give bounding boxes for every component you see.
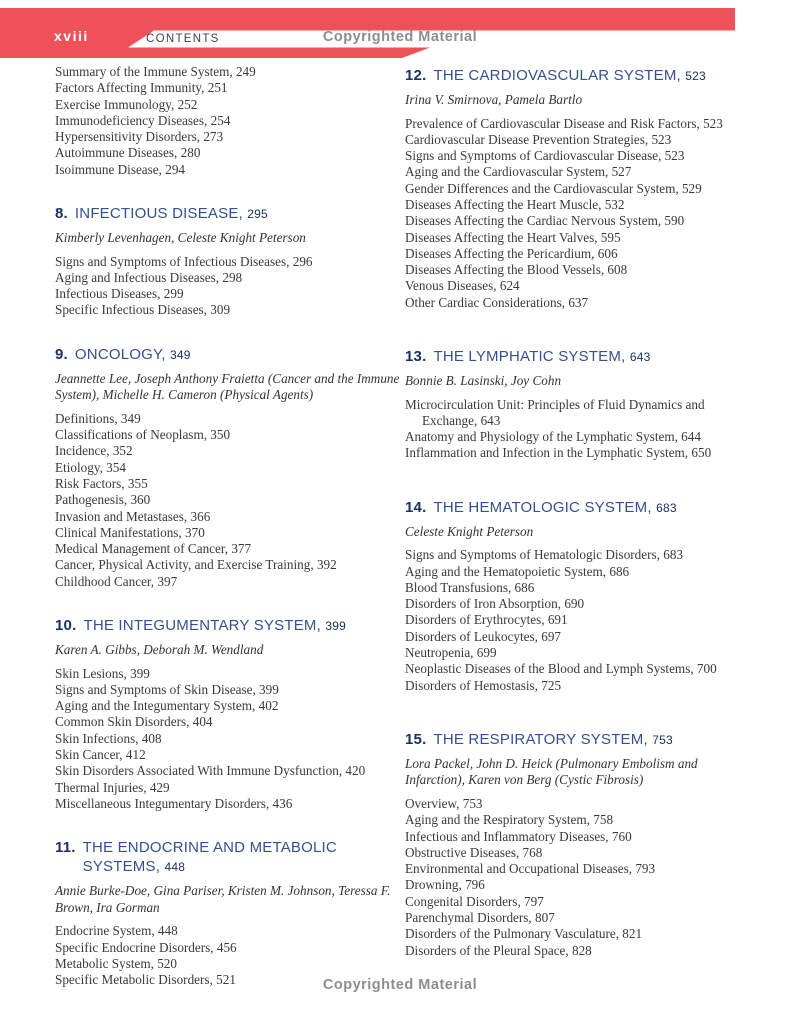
chapter-block: [405, 498, 746, 694]
chapter-block: [55, 204, 402, 319]
chapter-title: THE HEMATOLOGIC SYSTEM,: [433, 498, 652, 516]
chapter-authors: Irina V. Smirnova, Pamela Bartlo: [405, 92, 583, 107]
toc-entry: Anatomy and Physiology of the Lymphatic System, 644: [405, 429, 701, 445]
chapter-authors: Karen A. Gibbs, Deborah M. Wendland: [55, 642, 264, 658]
toc-entry: Signs and Symptoms of Skin Disease, 399: [55, 681, 279, 697]
toc-column-right: [405, 64, 746, 959]
toc-entry: Gender Differences and the Cardiovascular System, 529: [405, 180, 702, 196]
toc-entry: Cancer, Physical Activity, and Exercise Training, 392: [55, 557, 337, 573]
continued-entries-block: [55, 64, 402, 178]
chapter-number: 12.: [405, 67, 427, 84]
toc-entry: Congenital Disorders, 797: [405, 893, 544, 909]
copyright-watermark-top: Copyrighted Material: [322, 29, 478, 45]
chapter-page-number: 349: [170, 347, 191, 362]
chapter-heading: [55, 616, 402, 636]
toc-entry: Diseases Affecting the Pericardium, 606: [405, 245, 618, 261]
toc-entry: Prevalence of Cardiovascular Disease and Risk Factors, 523: [405, 115, 723, 131]
toc-entry: Definitions, 349: [55, 410, 141, 426]
toc-entry: Diseases Affecting the Heart Valves, 595: [405, 229, 621, 245]
chapter-page-number: 399: [325, 619, 346, 634]
toc-entry: Invasion and Metastases, 366: [55, 508, 211, 524]
toc-entry: Aging and the Respiratory System, 758: [405, 812, 614, 828]
chapter-number: 14.: [405, 498, 427, 516]
toc-entry: Diseases Affecting the Blood Vessels, 608: [405, 262, 628, 278]
toc-entry: Environmental and Occupational Diseases, 793: [405, 861, 656, 877]
toc-entry: Venous Diseases, 624: [405, 278, 520, 294]
toc-entry: Risk Factors, 355: [55, 475, 148, 491]
chapter-page-number: 448: [164, 860, 186, 875]
toc-entry: Exercise Immunology, 252: [55, 96, 198, 112]
chapter-block: [405, 347, 746, 462]
toc-entry: Inflammation and Infection in the Lymphatic System, 650: [405, 445, 712, 461]
toc-entry: Other Cardiac Considerations, 637: [405, 294, 589, 310]
toc-entry: Signs and Symptoms of Infectious Diseases, 296: [55, 253, 313, 269]
chapter-number: 10.: [55, 617, 77, 635]
toc-entry: Microcirculation Unit: Principles of Fluid Dynamics and Exchange, 643: [405, 396, 705, 428]
chapter-block: [55, 345, 402, 590]
chapter-heading: [405, 66, 746, 86]
toc-entry: Isoimmune Disease, 294: [55, 161, 186, 177]
toc-entry: Endocrine System, 448: [55, 923, 178, 939]
toc-entry: Disorders of Leukocytes, 697: [405, 628, 562, 644]
chapter-authors: Jeannette Lee, Joseph Anthony Fraietta (Cancer and the Immune System), Michelle H. Cameron (Physical Agents): [55, 370, 400, 403]
toc-entry: Autoimmune Diseases, 280: [55, 145, 201, 161]
toc-entry: Neutropenia, 699: [405, 645, 497, 661]
toc-entry: Drowning, 796: [405, 877, 485, 893]
chapter-number: 11.: [55, 839, 76, 857]
toc-entry: Parenchymal Disorders, 807: [405, 910, 555, 925]
chapter-title: ONCOLOGY,: [74, 345, 166, 363]
toc-entry: Specific Endocrine Disorders, 456: [55, 939, 237, 955]
toc-entry: Aging and Infectious Diseases, 298: [55, 269, 243, 285]
toc-entry: Diseases Affecting the Heart Muscle, 532: [405, 196, 625, 212]
toc-entry: Skin Lesions, 399: [55, 665, 150, 681]
chapter-block: [405, 66, 746, 311]
toc-entry: Miscellaneous Integumentary Disorders, 436: [55, 795, 293, 811]
chapter-title: THE CARDIOVASCULAR SYSTEM,: [433, 67, 681, 84]
chapter-block: [55, 838, 402, 988]
toc-entry: Childhood Cancer, 397: [55, 573, 178, 589]
toc-entry: Skin Infections, 408: [55, 730, 162, 746]
toc-entry-list: [405, 547, 746, 694]
toc-entry: Cardiovascular Disease Prevention Strategies, 523: [405, 131, 672, 147]
chapter-number: 15.: [405, 730, 427, 748]
toc-entry: Infectious Diseases, 299: [55, 286, 184, 302]
chapter-authors: Lora Packel, John D. Heick (Pulmonary Embolism and Infarction), Karen von Berg (Cystic Fibrosis): [405, 755, 698, 788]
toc-entry: Aging and the Integumentary System, 402: [55, 698, 279, 714]
toc-column-left: [55, 64, 402, 988]
toc-entry-list: [405, 796, 746, 959]
chapter-page-number: 643: [629, 350, 651, 365]
toc-entry: Aging and the Hematopoietic System, 686: [405, 563, 630, 579]
chapter-title: THE ENDOCRINE AND METABOLIC SYSTEMS,: [82, 839, 337, 876]
toc-entry: Specific Infectious Diseases, 309: [55, 302, 231, 318]
toc-entry: Hypersensitivity Disorders, 273: [55, 129, 224, 145]
toc-entry: Pathogenesis, 360: [55, 492, 151, 508]
toc-entry-list: [55, 64, 402, 178]
toc-entry-list: [55, 411, 402, 590]
toc-entry: Specific Metabolic Disorders, 521: [55, 972, 236, 988]
toc-entry: Disorders of Erythrocytes, 691: [405, 612, 568, 628]
toc-entry: Common Skin Disorders, 404: [55, 714, 213, 730]
page-number: xviii: [54, 28, 89, 44]
toc-entry-list: [405, 116, 746, 312]
chapter-heading: [55, 204, 402, 224]
chapter-authors: Bonnie B. Lasinski, Joy Cohn: [405, 373, 562, 389]
toc-entry: Skin Cancer, 412: [55, 747, 146, 763]
toc-entry: Clinical Manifestations, 370: [55, 524, 205, 540]
toc-entry: Incidence, 352: [55, 443, 133, 459]
chapter-heading: [405, 347, 746, 367]
chapter-authors: Kimberly Levenhagen, Celeste Knight Peterson: [55, 230, 306, 246]
chapter-authors: Celeste Knight Peterson: [405, 523, 534, 539]
chapter-number: 9.: [55, 345, 68, 363]
toc-entry-list: [55, 666, 402, 813]
chapter-authors: Annie Burke-Doe, Gina Pariser, Kristen M. Johnson, Teressa F. Brown, Ira Gorman: [55, 883, 391, 915]
chapter-page-number: 683: [656, 500, 677, 515]
toc-entry: Blood Transfusions, 686: [405, 579, 535, 595]
chapter-heading: [405, 498, 746, 518]
toc-entry-list: [55, 254, 402, 319]
toc-entry: Skin Disorders Associated With Immune Dysfunction, 420: [55, 763, 366, 779]
chapter-number: 13.: [405, 348, 427, 366]
chapter-title: THE INTEGUMENTARY SYSTEM,: [83, 617, 321, 635]
copyright-watermark-bottom: Copyrighted Material: [322, 977, 478, 993]
toc-entry: Disorders of the Pulmonary Vasculature, 821: [405, 926, 643, 942]
toc-entry: Factors Affecting Immunity, 251: [55, 80, 228, 96]
toc-entry: Thermal Injuries, 429: [55, 779, 170, 795]
chapter-heading: [55, 345, 402, 365]
chapter-title: INFECTIOUS DISEASE,: [74, 205, 243, 223]
toc-entry: Signs and Symptoms of Cardiovascular Disease, 523: [405, 148, 685, 164]
toc-entry: Neoplastic Diseases of the Blood and Lymph Systems, 700: [405, 661, 717, 677]
chapter-heading: [405, 730, 746, 750]
chapter-page-number: 295: [247, 207, 268, 222]
toc-entry-list: [405, 397, 746, 462]
toc-entry: Infectious and Inflammatory Diseases, 760: [405, 828, 632, 844]
toc-entry: Disorders of Hemostasis, 725: [405, 677, 562, 693]
chapter-number: 8.: [55, 205, 68, 223]
toc-entry: Summary of the Immune System, 249: [55, 64, 256, 79]
toc-entry: Diseases Affecting the Cardiac Nervous System, 590: [405, 213, 685, 229]
toc-entry: Metabolic System, 520: [55, 955, 177, 971]
chapter-heading: [55, 838, 402, 877]
toc-entry: Disorders of the Pleural Space, 828: [405, 942, 592, 958]
chapter-block: [405, 730, 746, 959]
chapter-block: [55, 616, 402, 812]
chapter-title: THE RESPIRATORY SYSTEM,: [433, 730, 648, 748]
toc-entry: Immunodeficiency Diseases, 254: [55, 112, 231, 128]
toc-entry: Signs and Symptoms of Hematologic Disorders, 683: [405, 547, 684, 563]
toc-entry: Classifications of Neoplasm, 350: [55, 427, 231, 443]
toc-entry: Disorders of Iron Absorption, 690: [405, 596, 585, 612]
contents-label: CONTENTS: [146, 33, 220, 45]
toc-entry: Aging and the Cardiovascular System, 527: [405, 164, 632, 180]
chapter-title: THE LYMPHATIC SYSTEM,: [433, 348, 626, 366]
toc-entry: Medical Management of Cancer, 377: [55, 541, 252, 557]
toc-entry: Obstructive Diseases, 768: [405, 844, 543, 860]
toc-entry: Etiology, 354: [55, 459, 126, 475]
toc-entry: Overview, 753: [405, 795, 483, 811]
chapter-page-number: 753: [652, 732, 673, 747]
chapter-page-number: 523: [685, 69, 706, 83]
